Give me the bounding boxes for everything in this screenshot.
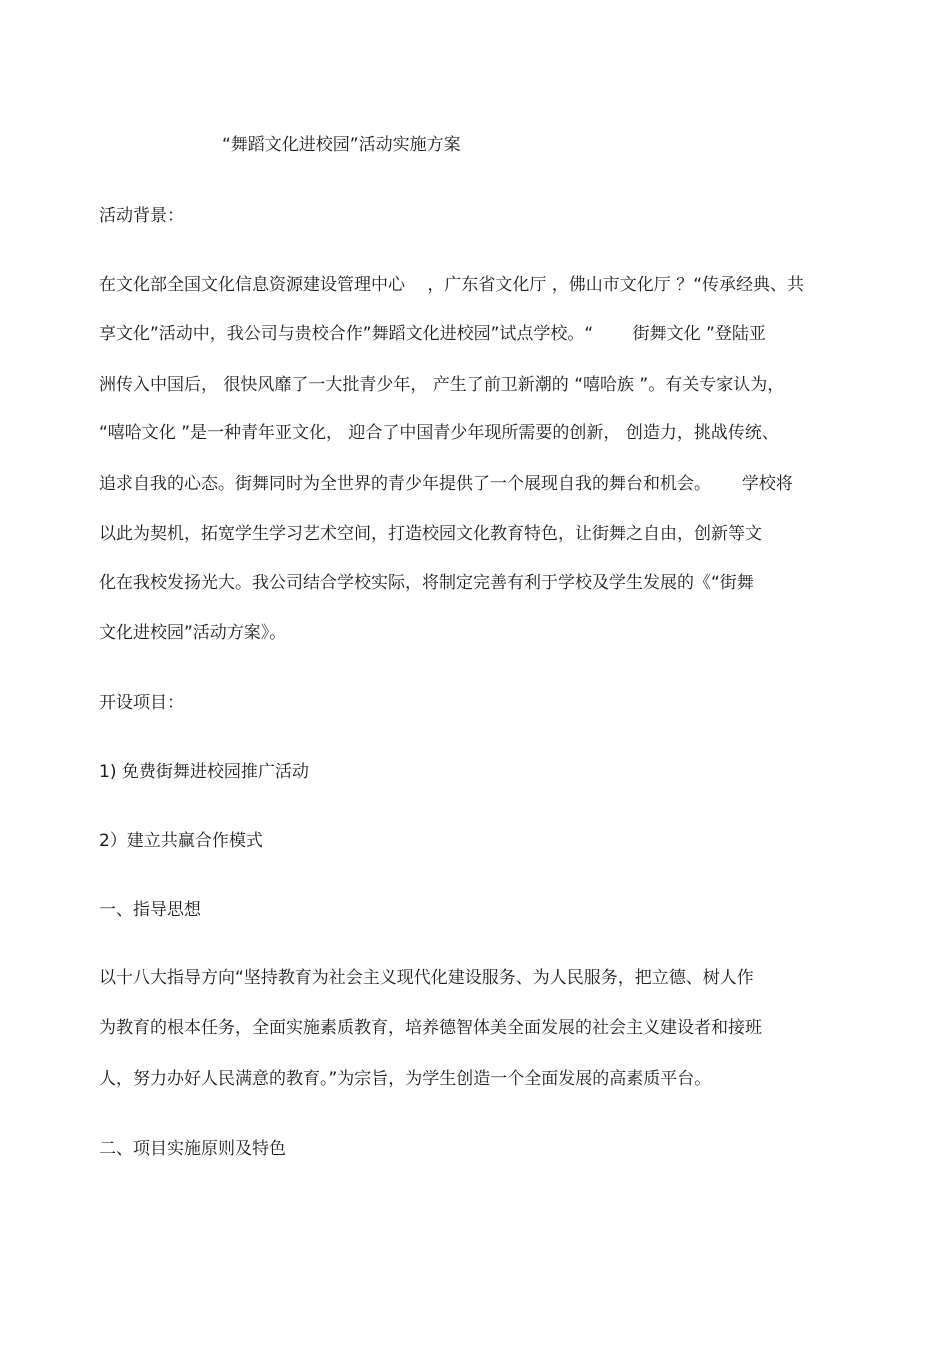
document-title: “舞蹈文化进校园”活动实施方案 bbox=[222, 135, 461, 155]
projects-heading: 开设项目： bbox=[99, 693, 184, 713]
background-line-4: “嘻哈文化 ”是一种青年亚文化， 迎合了中国青少年现所需要的创新， 创造力，挑战传统、 bbox=[99, 423, 779, 443]
background-line-5: 追求自我的心态。街舞同时为全世界的青少年提供了一个展现自我的舞台和机会。 学校将 bbox=[99, 474, 793, 494]
project-item-2: 2）建立共赢合作模式 bbox=[99, 831, 263, 851]
background-line-8: 文化进校园”活动方案》。 bbox=[99, 623, 287, 643]
background-line-3: 洲传入中国后， 很快风靡了一大批青少年， 产生了前卫新潮的 “嘻哈族 ”。有关专家认为， bbox=[99, 375, 785, 395]
background-line-2: 享文化”活动中，我公司与贵校合作”舞蹈文化进校园”试点学校。“ 街舞文化 ”登陆亚 bbox=[99, 324, 766, 344]
background-line-6: 以此为契机，拓宽学生学习艺术空间，打造校园文化教育特色，让街舞之自由，创新等文 bbox=[99, 524, 762, 544]
section1-heading: 一、指导思想 bbox=[99, 900, 201, 920]
project-item-1: 1) 免费街舞进校园推广活动 bbox=[99, 762, 309, 782]
background-line-7: 化在我校发扬光大。我公司结合学校实际，将制定完善有利于学校及学生发展的《“街舞 bbox=[99, 573, 754, 593]
section1-line-1: 以十八大指导方向“坚持教育为社会主义现代化建设服务、为人民服务，把立德、树人作 bbox=[99, 968, 754, 988]
background-line-1: 在文化部全国文化信息资源建设管理中心 ，广东省文化厅 ，佛山市文化厅 ？“传承经典、共 bbox=[99, 275, 805, 295]
section2-heading: 二、项目实施原则及特色 bbox=[99, 1139, 286, 1159]
section1-line-2: 为教育的根本任务，全面实施素质教育，培养德智体美全面发展的社会主义建设者和接班 bbox=[99, 1018, 762, 1038]
background-heading: 活动背景： bbox=[99, 206, 184, 226]
section1-line-3: 人，努力办好人民满意的教育。”为宗旨，为学生创造一个全面发展的高素质平台。 bbox=[99, 1069, 712, 1089]
